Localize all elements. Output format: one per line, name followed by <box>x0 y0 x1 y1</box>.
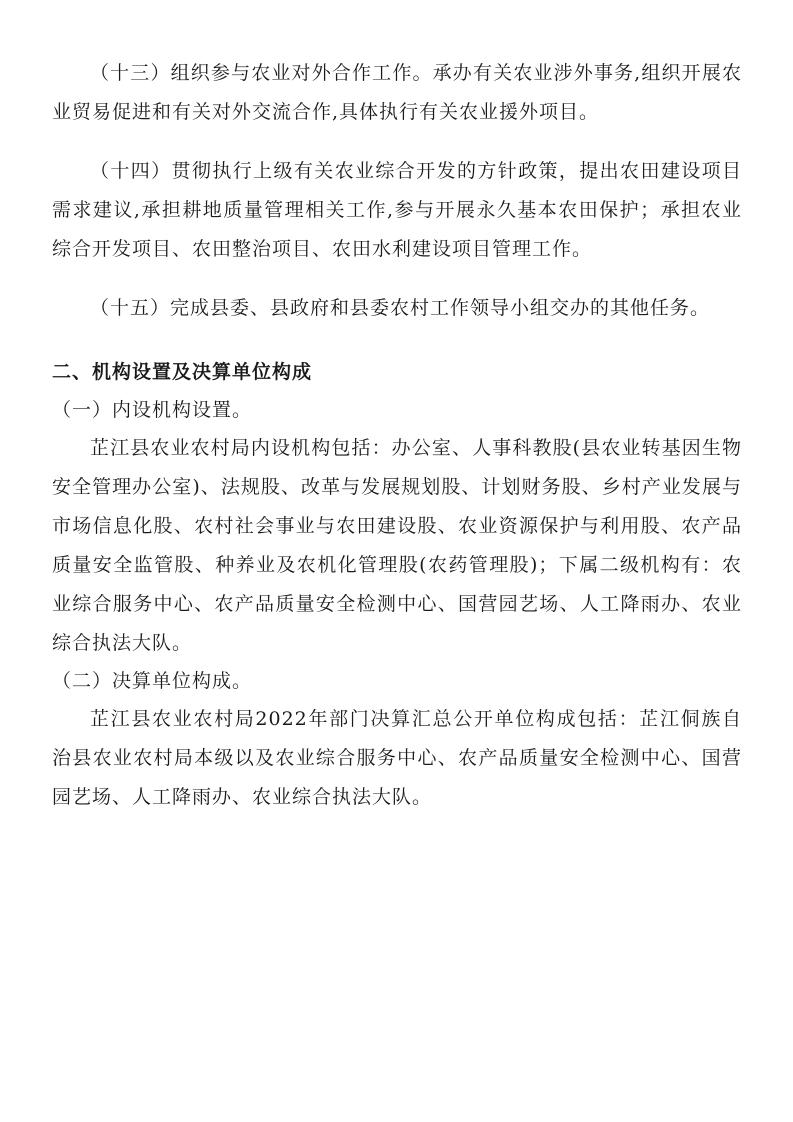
subsection-title-internal-structure: （一）内设机构设置。 <box>52 399 253 421</box>
subsection-title-account-units: （二）决算单位构成。 <box>52 670 253 692</box>
paragraph-item-14: （十四）贯彻执行上级有关农业综合开发的方针政策，提出农田建设项目需求建议,承担耕地质量管理相关工作,参与开展永久基本农田保护；承担农业综合开发项目、农田整治项目、农田水利建设项目管理工作。 <box>52 160 742 260</box>
document-page <box>52 54 742 817</box>
paragraph-item-13: （十三）组织参与农业对外合作工作。承办有关农业涉外事务,组织开展农业贸易促进和有关对外交流合作,具体执行有关农业援外项目。 <box>52 62 742 123</box>
paragraph-item-15: （十五）完成县委、县政府和县委农村工作领导小组交办的其他任务。 <box>90 297 711 319</box>
subsection-body-account-units: 芷江县农业农村局2022年部门决算汇总公开单位构成包括：芷江侗族自治县农业农村局本级以及农业综合服务中心、农产品质量安全检测中心、国营园艺场、人工降雨办、农业综合执法大队。 <box>52 708 742 808</box>
section-heading-institutions: 二、机构设置及决算单位构成 <box>52 361 313 383</box>
subsection-body-internal-structure: 芷江县农业农村局内设机构包括：办公室、人事科教股(县农业转基因生物安全管理办公室)、法规股、改革与发展规划股、计划财务股、乡村产业发展与市场信息化股、农村社会事业与农田建设股、农业资源保护与利用股、农产品质量安全监管股、种养业及农机化管理股(农药管理股)；下属二级机构有：农业综合服务中心、农产品质量安全检测中心、国营园艺场、人工降雨办、农业综合执法大队。 <box>52 437 742 654</box>
